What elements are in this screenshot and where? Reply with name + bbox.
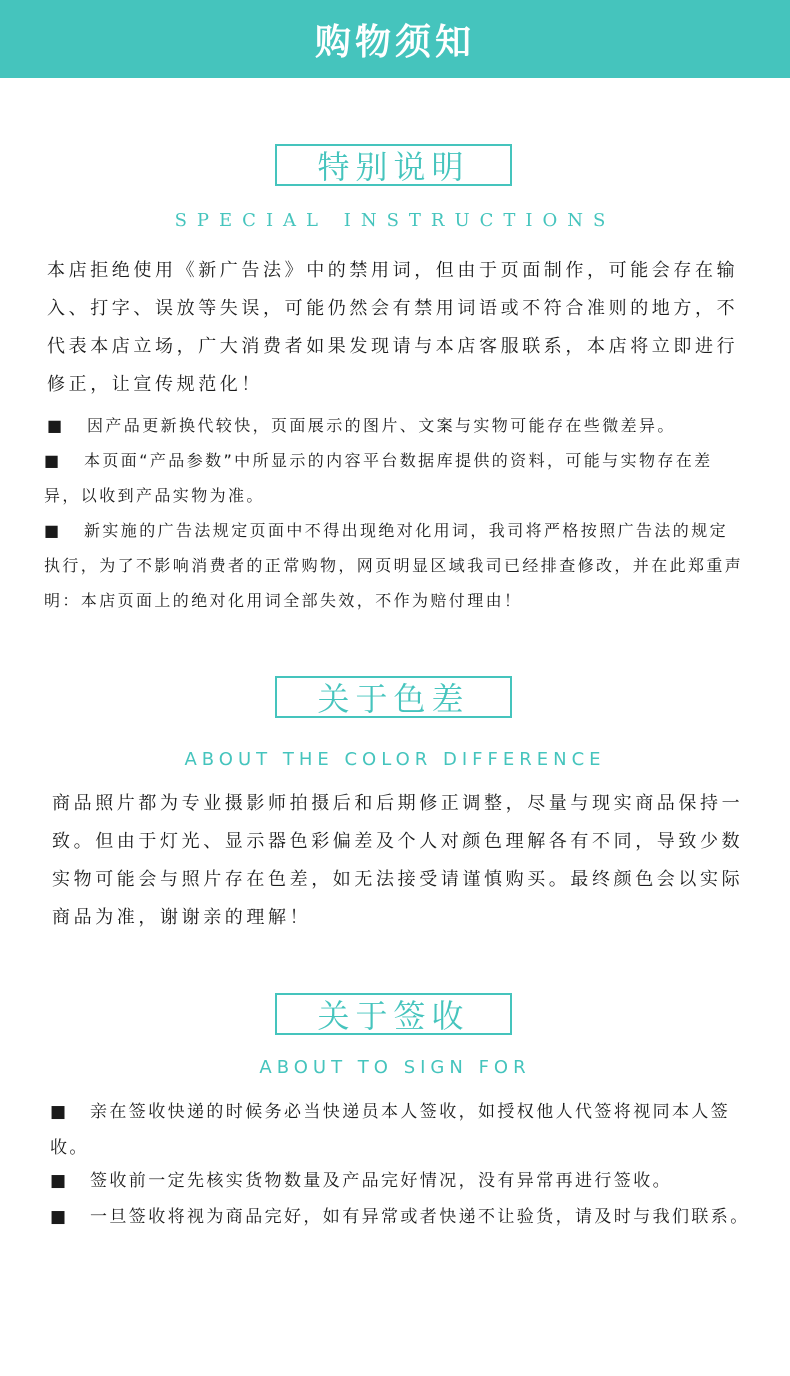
list-item (50, 1199, 755, 1235)
list-item (47, 408, 747, 443)
bullet-text: 因产品更新换代较快，页面展示的图片、文案与实物可能存在些微差异。 (87, 416, 676, 435)
color-difference-paragraph: 商品照片都为专业摄影师拍摄后和后期修正调整，尽量与现实商品保持一致。但由于灯光、显示器色彩偏差及个人对颜色理解各有不同，导致少数实物可能会与照片存在色差，如无法接受请谨慎购买。最终颜色会以实际商品为准，谢谢亲的理解！ (52, 793, 744, 928)
bullet-square-icon: ■ (44, 521, 62, 540)
section-subtitle-special: SPECIAL INSTRUCTIONS (174, 210, 616, 231)
page-title: 购物须知 (314, 21, 475, 63)
section-title-sign: 关于签收 (275, 993, 512, 1035)
bullet-square-icon: ■ (44, 451, 62, 470)
bullet-text: 本页面“产品参数”中所显示的内容平台数据库提供的资料，可能与实物存在差异，以收到产品实物为准。 (44, 451, 713, 505)
list-item (50, 1163, 755, 1199)
bullet-text: 一旦签收将视为商品完好，如有异常或者快递不让验货，请及时与我们联系。 (90, 1207, 750, 1227)
header-banner (0, 0, 790, 78)
bullet-square-icon: ■ (50, 1171, 69, 1191)
special-instructions-paragraph: 本店拒绝使用《新广告法》中的禁用词，但由于页面制作，可能会存在输入、打字、误放等失误，可能仍然会有禁用词语或不符合准则的地方，不代表本店立场，广大消费者如果发现请与本店客服联系，本店将立即进行修正，让宣传规范化！ (47, 260, 739, 395)
bullet-text: 签收前一定先核实货物数量及产品完好情况，没有异常再进行签收。 (90, 1171, 672, 1191)
section-subtitle-color: ABOUT THE COLOR DIFFERENCE (184, 749, 606, 770)
section-title-special: 特别说明 (275, 144, 512, 186)
section-subtitle-sign: ABOUT TO SIGN FOR (259, 1057, 531, 1078)
bullet-text: 亲在签收快递的时候务必当快递员本人签收，如授权他人代签将视同本人签收。 (50, 1102, 731, 1158)
bullet-square-icon: ■ (50, 1102, 69, 1122)
bullet-square-icon: ■ (47, 416, 65, 435)
bullet-text: 新实施的广告法规定页面中不得出现绝对化用词，我司将严格按照广告法的规定执行，为了不影响消费者的正常购物，网页明显区域我司已经排查修改，并在此郑重声明：本店页面上的绝对化用词全部失效，不作为赔付理由！ (44, 521, 744, 610)
list-item (44, 443, 744, 513)
section-title-color: 关于色差 (275, 676, 512, 718)
list-item (50, 1094, 755, 1166)
bullet-square-icon: ■ (50, 1207, 69, 1227)
list-item (44, 513, 744, 618)
